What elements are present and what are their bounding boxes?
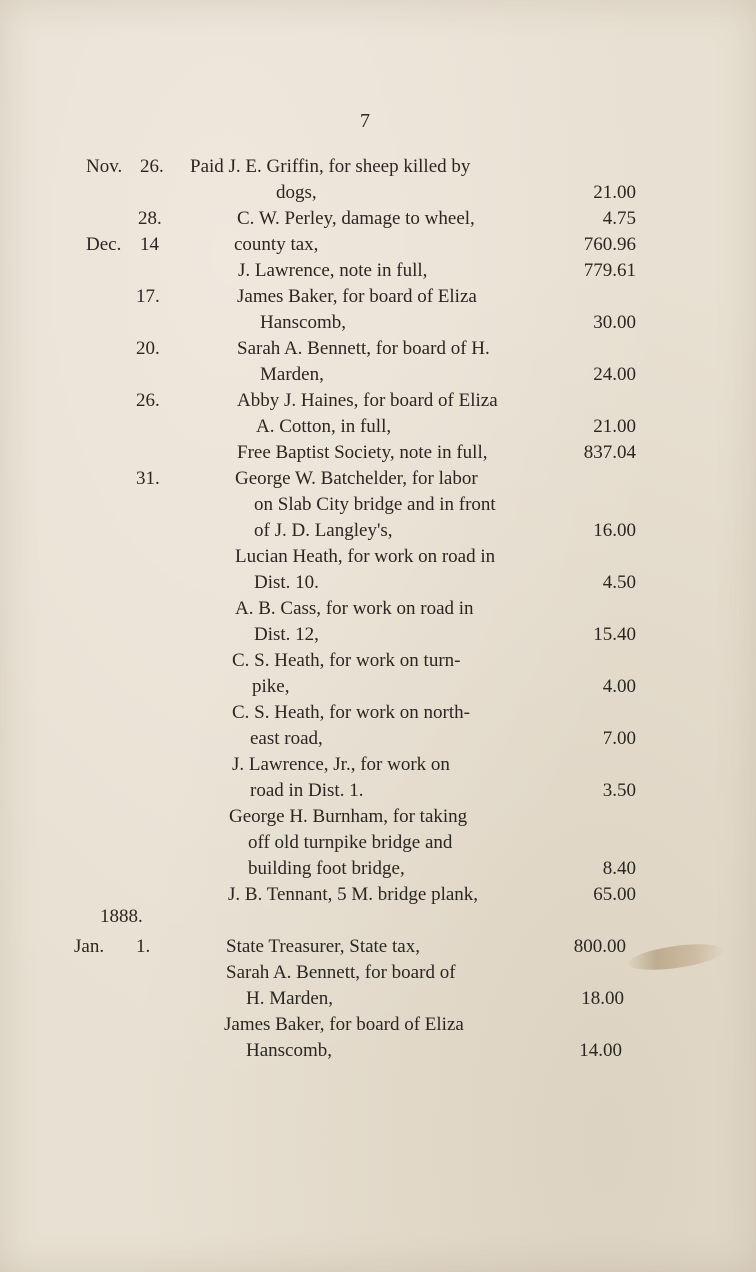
entry-description: Marden,	[260, 364, 324, 385]
entry-amount: 14.00	[579, 1040, 622, 1061]
entry-amount: 4.50	[602, 572, 636, 593]
entry-amount: 779.61	[583, 260, 636, 281]
entry-description: Lucian Heath, for work on road in	[235, 546, 496, 567]
entry-description: east road,	[250, 728, 323, 749]
entry-amount: 30.00	[593, 312, 636, 333]
entry-day: 1.	[136, 936, 151, 957]
entry-description: George H. Burnham, for taking	[229, 806, 468, 827]
entry-description: State Treasurer, State tax,	[226, 936, 420, 957]
entry-description: Sarah A. Bennett, for board of H.	[237, 338, 490, 359]
paper-stain	[627, 939, 725, 974]
entry-month: Jan.	[74, 936, 105, 957]
entry-year: 1888.	[100, 906, 143, 927]
entry-day: 20.	[136, 338, 160, 359]
entry-day: 28.	[138, 208, 162, 229]
entry-amount: 16.00	[593, 520, 636, 541]
entry-description: A. Cotton, in full,	[256, 416, 392, 437]
entry-amount: 21.00	[593, 182, 636, 203]
entry-day: 17.	[136, 286, 160, 307]
entry-description: pike,	[252, 676, 290, 697]
entry-description: Abby J. Haines, for board of Eliza	[237, 390, 498, 411]
entry-amount: 3.50	[602, 780, 636, 801]
entry-description: off old turnpike bridge and	[248, 832, 453, 853]
entry-description: Dist. 12,	[254, 624, 319, 645]
entry-description: Sarah A. Bennett, for board of	[226, 962, 456, 983]
entry-description: C. S. Heath, for work on north-	[232, 702, 470, 723]
entry-description: J. B. Tennant, 5 M. bridge plank,	[228, 884, 479, 905]
entry-amount: 18.00	[581, 988, 624, 1009]
entry-amount: 7.00	[602, 728, 636, 749]
entry-amount: 4.00	[602, 676, 636, 697]
entry-day: 26.	[140, 156, 164, 177]
entry-description: Hanscomb,	[260, 312, 347, 333]
entry-description: C. W. Perley, damage to wheel,	[237, 208, 475, 229]
entry-amount: 21.00	[593, 416, 636, 437]
entry-month: Nov.	[86, 156, 123, 177]
entry-day: 26.	[136, 390, 160, 411]
entry-description: James Baker, for board of Eliza	[237, 286, 477, 307]
entry-amount: 760.96	[583, 234, 636, 255]
entry-description: A. B. Cass, for work on road in	[235, 598, 474, 619]
entry-description: county tax,	[234, 234, 319, 255]
entry-description: Hanscomb,	[246, 1040, 333, 1061]
entry-description: Free Baptist Society, note in full,	[237, 442, 488, 463]
entry-description: George W. Batchelder, for labor	[235, 468, 478, 489]
entry-description: on Slab City bridge and in front	[254, 494, 496, 515]
entry-description: J. Lawrence, Jr., for work on	[232, 754, 450, 775]
entry-description: Paid J. E. Griffin, for sheep killed by	[190, 156, 471, 177]
entry-amount: 8.40	[602, 858, 636, 879]
entry-day: 14	[140, 234, 159, 255]
entry-amount: 24.00	[593, 364, 636, 385]
entry-amount: 837.04	[583, 442, 636, 463]
entry-description: James Baker, for board of Eliza	[224, 1014, 464, 1035]
entry-day: 31.	[136, 468, 160, 489]
entry-amount: 4.75	[602, 208, 636, 229]
entry-description: dogs,	[276, 182, 317, 203]
entry-description: Dist. 10.	[254, 572, 319, 593]
page-number: 7	[360, 110, 370, 132]
entry-description: road in Dist. 1.	[250, 780, 364, 801]
entry-description: J. Lawrence, note in full,	[238, 260, 428, 281]
entry-amount: 15.40	[593, 624, 636, 645]
entry-amount: 800.00	[573, 936, 626, 957]
entry-description: building foot bridge,	[248, 858, 405, 879]
entry-amount: 65.00	[593, 884, 636, 905]
entry-description: H. Marden,	[246, 988, 334, 1009]
entry-description: C. S. Heath, for work on turn-	[232, 650, 461, 671]
entry-month: Dec.	[86, 234, 122, 255]
entry-description: of J. D. Langley's,	[254, 520, 393, 541]
